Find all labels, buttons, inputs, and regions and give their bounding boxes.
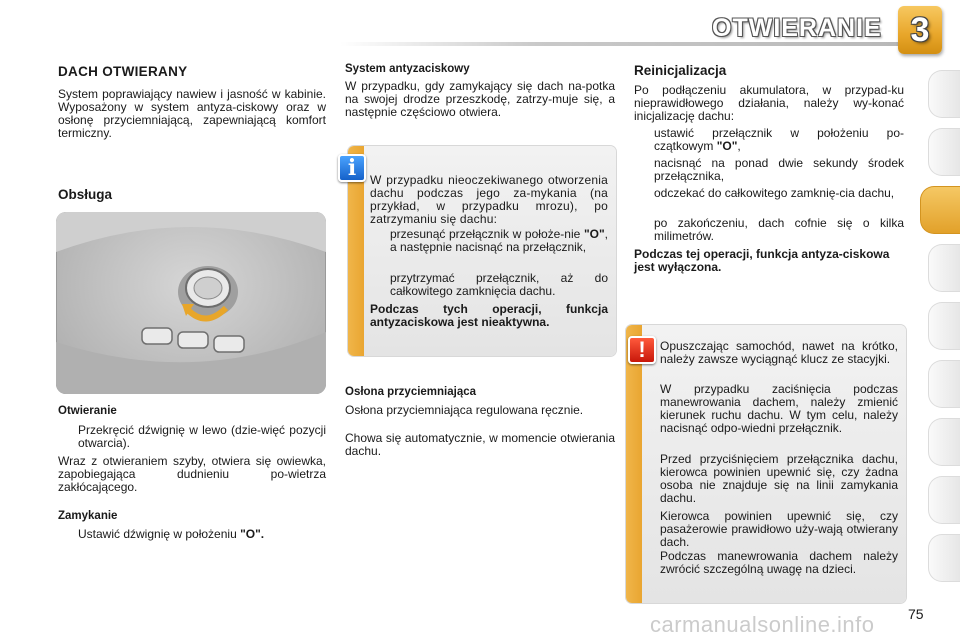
switch-button (142, 328, 172, 344)
list-item-text: Ustawić dźwignię w położeniu (78, 527, 241, 541)
section-title-reinit: Reinicjalizacja (634, 63, 727, 78)
chapter-tab[interactable] (928, 418, 960, 466)
list-item (58, 528, 326, 541)
list-item-text: ustawić przełącznik w położeniu po-czątkowym (654, 126, 904, 153)
switch-button (214, 336, 244, 352)
list-item-text: odczekać do całkowitego zamknię-cia dachu, (654, 186, 895, 200)
sunshade-text-1: Osłona przyciemniająca regulowana ręcznie. (345, 403, 584, 417)
knob-center (194, 277, 222, 299)
info-icon: i (338, 154, 366, 182)
info-text: W przypadku nieoczekiwanego otworzenia dachu podczas jego za-mykania (na przykład, w przypadku mrozu), po zatrzymaniu się dachu: (370, 173, 608, 226)
chapter-tab[interactable] (928, 70, 960, 118)
info-note: Podczas tych operacji, funkcja antyzaciskowa jest nieaktywna. (370, 302, 608, 329)
list-item (634, 217, 904, 243)
list-item-text: przytrzymać przełącznik, aż do całkowitego zamknięcia dachu. (390, 271, 608, 298)
chapter-tab-active[interactable] (920, 186, 960, 234)
chapter-tab[interactable] (928, 360, 960, 408)
reinit-intro: Po podłączeniu akumulatora, w przypad-ku nieprawidłowego działania, należy wy-konać inicjalizację dachu: (634, 83, 904, 123)
list-item-text: przesunąć przełącznik w położe-nie (390, 227, 584, 241)
sunroof-intro: System poprawiający nawiew i jasność w kabinie. Wyposażony w system antyza-ciskowy oraz w osłonę przyciemniającą, zapewniającą komfort termiczny. (58, 87, 326, 140)
list-item (634, 157, 904, 183)
watermark: carmanualsonline.info (650, 612, 875, 637)
section-title-sunroof: DACH OTWIERANY (58, 64, 188, 79)
list-item (370, 228, 608, 254)
subsection-closing: Zamykanie (58, 510, 118, 522)
subsection-opening: Otwieranie (58, 405, 117, 417)
roof-control-illustration (56, 212, 326, 394)
roof-control-drawing (56, 212, 326, 394)
list-item-text: Przekręcić dźwignię w lewo (dzie-więć pozycji otwarcia). (78, 423, 326, 450)
page-title: OTWIERANIE (712, 14, 882, 42)
list-item (634, 187, 904, 200)
warning-text-4: Kierowca powinien upewnić się, czy pasażerowie prawidłowo uży-wają otwierany dach. (660, 509, 898, 549)
opening-note: Wraz z otwieraniem szyby, otwiera się owiewka, zapobiegająca dudnieniu po-wietrza zakłócającego. (58, 454, 326, 494)
subsection-sunshade: Osłona przyciemniająca (345, 386, 477, 398)
list-item-text: , (737, 139, 741, 153)
list-item (634, 127, 904, 153)
warning-text-5: Podczas manewrowania dachem należy zwrócić szczególną uwagę na dzieci. (660, 549, 898, 576)
list-item (58, 424, 326, 450)
chapter-tab[interactable] (928, 534, 960, 582)
list-item (370, 272, 608, 298)
warning-icon: ! (628, 336, 656, 364)
section-title-operation: Obsługa (58, 187, 113, 202)
page-number: 75 (908, 606, 924, 622)
list-item-text: , a następnie nacisnąć na przełącznik, (390, 227, 608, 254)
chapter-tab[interactable] (928, 128, 960, 176)
reinit-note: Podczas tej operacji, funkcja antyza-ciskowa jest wyłączona. (634, 247, 890, 274)
subsection-anti-pinch: System antyzaciskowy (345, 63, 470, 75)
switch-button (178, 332, 208, 348)
chapter-tab[interactable] (928, 302, 960, 350)
warning-text-1: Opuszczając samochód, nawet na krótko, należy zawsze wyciągnąć klucz ze stacyjki. (660, 339, 898, 366)
warning-text-3: Przed przyciśnięciem przełącznika dachu, kierowca powinien upewnić się, czy żadna osoba nie znajduje się na linii zamykania dachu. (660, 452, 898, 505)
warning-box-accent (626, 325, 642, 603)
chapter-tabs (928, 70, 960, 580)
anti-pinch-text: W przypadku, gdy zamykający się dach na-potka na swojej drodze przeszkodę, zatrzy-muje się, a następnie częściowo otwiera. (345, 79, 615, 119)
position-label: "O". (240, 527, 265, 541)
chapter-tab[interactable] (928, 476, 960, 524)
chapter-tab[interactable] (928, 244, 960, 292)
position-label: "O" (716, 139, 738, 153)
sunshade-text-2: Chowa się automatycznie, w momencie otwierania dachu. (345, 431, 615, 458)
roof-liner-top (56, 212, 326, 252)
list-item-text: nacisnąć na ponad dwie sekundy środek przełącznika, (654, 156, 904, 183)
position-label: "O" (583, 227, 605, 241)
chapter-number: 3 (910, 11, 930, 49)
warning-text-2: W przypadku zaciśnięcia podczas manewrowania dachem, należy zmienić kierunek ruchu dachu. W tym celu, należy nacisnąć odpo-wiedni przełącznik. (660, 382, 898, 435)
list-item-text: po zakończeniu, dach cofnie się o kilka milimetrów. (654, 216, 904, 243)
